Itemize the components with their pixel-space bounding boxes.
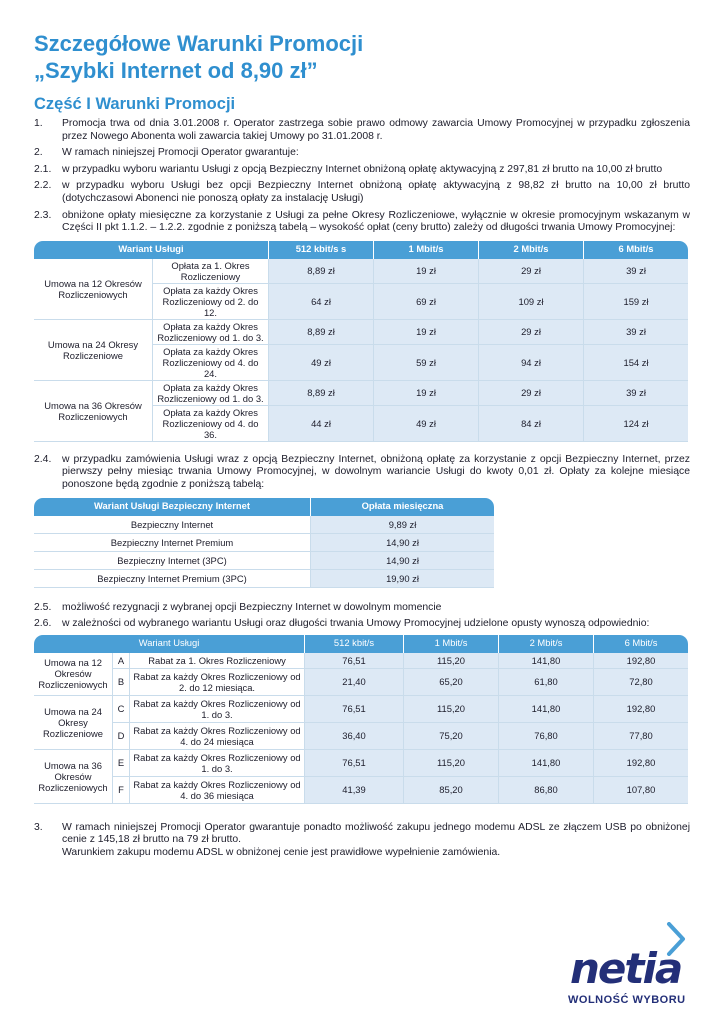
term-2-5 [34, 602, 690, 615]
cell-value: 65,20 [404, 669, 499, 696]
table-row [34, 534, 494, 552]
cell-value: 21,40 [305, 669, 404, 696]
term-2-4 [34, 454, 690, 492]
term-number: 2.1. [34, 163, 52, 175]
row-description: Rabat za każdy Okres Rozliczeniowy od 4. do 24 miesiąca [130, 723, 305, 750]
term-number: 2.5. [34, 601, 52, 613]
term-text: w zależności od wybranego wariantu Usługi oraz długości trwania Umowy Promocyjnej udzielone opusty wynoszą odpowiednio: [62, 618, 650, 630]
table-header: 2 Mbit/s [479, 241, 584, 259]
row-code: A [113, 653, 130, 669]
cell-value: 124 zł [584, 406, 688, 442]
discount-table [34, 635, 688, 804]
term-text: w przypadku zamówienia Usługi wraz z opcją Bezpieczny Internet, obniżoną opłatę za korzystanie z opcji Bezpieczny Internet, przez pierwszy pełny miesiąc trwania Umowy Promocyjnej, w dowolnym wariancie Usługi do kwoty 0,01 zł. Opłaty za kolejne miesiące ponoszone będą zgodnie z poniższą tabelą: [62, 453, 690, 490]
cell-value: 39 zł [584, 381, 688, 406]
table-header: Wariant Usługi [34, 241, 269, 259]
row-code: C [113, 696, 130, 723]
cell-value: 8,89 zł [269, 259, 374, 284]
term-text: w przypadku wyboru Usługi bez opcji Bezpieczny Internet obniżoną opłatę aktywacyjną z 98,82 zł brutto na 10,00 zł brutto (dotychczasowi Abonenci nie ponoszą opłaty za instalację Usługi) [62, 180, 690, 204]
cell-value: 49 zł [269, 345, 374, 381]
cell-value: 9,89 zł [311, 516, 494, 534]
row-description: Opłata za każdy Okres Rozliczeniowy od 4. do 24. [153, 345, 269, 381]
table-row [34, 552, 494, 570]
term-text: możliwość rezygnacji z wybranej opcji Bezpieczny Internet w dowolnym momencie [62, 601, 442, 613]
group-label: Umowa na 12 Okresów Rozliczeniowych [34, 259, 153, 320]
section-title: Część I Warunki Promocji [34, 95, 236, 113]
cell-value: 84 zł [479, 406, 584, 442]
term-text: Promocja trwa od dnia 3.01.2008 r. Operator zastrzega sobie prawo odmowy zawarcia Umowy Promocyjnej w przypadku zgłoszenia przez Nowego Abonenta woli zawarcia takiej Umowy po 31.01.2008 r. [62, 118, 690, 142]
table-header: 6 Mbit/s [584, 241, 688, 259]
row-description: Opłata za każdy Okres Rozliczeniowy od 4. do 36. [153, 406, 269, 442]
cell-value: 61,80 [499, 669, 594, 696]
table-row [34, 259, 688, 284]
cell-value: 86,80 [499, 777, 594, 804]
term-text: w przypadku wyboru wariantu Usługi z opcją Bezpieczny Internet obniżoną opłatę aktywacyjną z 297,81 zł brutto na 10,00 zł brutto [62, 163, 663, 175]
cell-value: 49 zł [374, 406, 479, 442]
cell-value: 19 zł [374, 259, 479, 284]
term-2 [34, 147, 690, 160]
row-description: Opłata za każdy Okres Rozliczeniowy od 2. do 12. [153, 284, 269, 320]
row-description: Bezpieczny Internet Premium (3PC) [34, 570, 311, 588]
term-number: 2.2. [34, 180, 52, 192]
cell-value: 19 zł [374, 320, 479, 345]
group-label: Umowa na 24 Okresy Rozliczeniowe [34, 320, 153, 381]
cell-value: 14,90 zł [311, 552, 494, 570]
cell-value: 115,20 [404, 696, 499, 723]
table-header: 1 Mbit/s [404, 635, 499, 653]
term-text: W ramach niniejszej Promocji Operator gwarantuje ponadto możliwość zakupu jednego modemu ADSL ze złączem USB po obniżonej cenie z 145,18 zł brutto na 79 zł brutto. [62, 821, 690, 846]
term-number: 2.6. [34, 618, 52, 630]
table-header: 2 Mbit/s [499, 635, 594, 653]
cell-value: 69 zł [374, 284, 479, 320]
table-header-row [34, 241, 688, 259]
logo-tagline: WOLNOŚĆ WYBORU [568, 994, 686, 1006]
term-text: W ramach niniejszej Promocji Operator gwarantuje: [62, 147, 299, 159]
term-3-note [34, 847, 690, 860]
group-label: Umowa na 24 Okresy Rozliczeniowe [34, 696, 113, 750]
term-2-2 [34, 180, 690, 205]
cell-value: 39 zł [584, 259, 688, 284]
term-2-1 [34, 164, 690, 177]
term-1 [34, 118, 690, 143]
cell-value: 8,89 zł [269, 381, 374, 406]
row-description: Rabat za każdy Okres Rozliczeniowy od 1. do 3. [130, 750, 305, 777]
cell-value: 44 zł [269, 406, 374, 442]
netia-logo [566, 922, 696, 1012]
table-header: 1 Mbit/s [374, 241, 479, 259]
table-row [34, 381, 688, 406]
cell-value: 141,80 [499, 653, 594, 669]
cell-value: 85,20 [404, 777, 499, 804]
cell-value: 29 zł [479, 320, 584, 345]
table-header: Wariant Usługi Bezpieczny Internet [34, 498, 311, 516]
row-code: F [113, 777, 130, 804]
cell-value: 141,80 [499, 696, 594, 723]
cell-value: 64 zł [269, 284, 374, 320]
table-row [34, 669, 688, 696]
cell-value: 76,80 [499, 723, 594, 750]
table-row [34, 696, 688, 723]
table-header: Wariant Usługi [34, 635, 305, 653]
table-row [34, 653, 688, 669]
table-header: 512 kbit/s [305, 635, 404, 653]
title-line-1: Szczegółowe Warunki Promocji [34, 31, 364, 56]
cell-value: 77,80 [594, 723, 688, 750]
row-description: Rabat za każdy Okres Rozliczeniowy od 1. do 3. [130, 696, 305, 723]
term-number: 2. [34, 147, 43, 159]
cell-value: 75,20 [404, 723, 499, 750]
group-label: Umowa na 36 Okresów Rozliczeniowych [34, 381, 153, 442]
row-code: D [113, 723, 130, 750]
cell-value: 59 zł [374, 345, 479, 381]
row-code: E [113, 750, 130, 777]
cell-value: 29 zł [479, 259, 584, 284]
table-header-row [34, 635, 688, 653]
row-description: Opłata za 1. Okres Rozliczeniowy [153, 259, 269, 284]
table-row [34, 516, 494, 534]
terms-content [34, 118, 690, 864]
group-label: Umowa na 12 Okresów Rozliczeniowych [34, 653, 113, 696]
row-description: Rabat za 1. Okres Rozliczeniowy [130, 653, 305, 669]
cell-value: 19 zł [374, 381, 479, 406]
cell-value: 159 zł [584, 284, 688, 320]
table-header: 512 kbit/s s [269, 241, 374, 259]
cell-value: 141,80 [499, 750, 594, 777]
cell-value: 29 zł [479, 381, 584, 406]
cell-value: 39 zł [584, 320, 688, 345]
cell-value: 76,51 [305, 750, 404, 777]
term-3 [34, 822, 690, 847]
cell-value: 192,80 [594, 696, 688, 723]
row-description: Rabat za każdy Okres Rozliczeniowy od 2. do 12 miesiąca. [130, 669, 305, 696]
cell-value: 115,20 [404, 653, 499, 669]
cell-value: 76,51 [305, 696, 404, 723]
row-code: B [113, 669, 130, 696]
logo-wordmark: netia [570, 944, 682, 993]
term-number: 2.3. [34, 209, 52, 221]
cell-value: 8,89 zł [269, 320, 374, 345]
term-text: obniżone opłaty miesięczne za korzystanie z Usługi za pełne Okresy Rozliczeniowe, wyłącznie w okresie promocyjnym wskazanym w Części II pkt 1.1.2. – 1.2.2. zgodnie z poniższą tabelą – wysokość opłat (ceny brutto) zależy od długości trwania Umowy Promocyjnej: [62, 209, 690, 234]
table-header: 6 Mbit/s [594, 635, 688, 653]
row-description: Opłata za każdy Okres Rozliczeniowy od 1. do 3. [153, 320, 269, 345]
table-header-row [34, 498, 494, 516]
table-row [34, 723, 688, 750]
table-header: Opłata miesięczna [311, 498, 494, 516]
security-option-table [34, 498, 494, 588]
row-description: Rabat za każdy Okres Rozliczeniowy od 4. do 36 miesiąca [130, 777, 305, 804]
row-description: Bezpieczny Internet (3PC) [34, 552, 311, 570]
table-row [34, 750, 688, 777]
cell-value: 107,80 [594, 777, 688, 804]
cell-value: 154 zł [584, 345, 688, 381]
title-line-2: „Szybki Internet od 8,90 zł” [34, 58, 318, 83]
term-text: Warunkiem zakupu modemu ADSL w obniżonej cenie jest prawidłowe wypełnienie zamówienia. [62, 846, 501, 858]
term-number: 3. [34, 821, 43, 833]
cell-value: 192,80 [594, 653, 688, 669]
monthly-fees-table [34, 241, 688, 442]
cell-value: 36,40 [305, 723, 404, 750]
term-number-spacer [34, 847, 62, 860]
cell-value: 41,39 [305, 777, 404, 804]
term-number: 1. [34, 118, 43, 129]
cell-value: 19,90 zł [311, 570, 494, 588]
cell-value: 115,20 [404, 750, 499, 777]
cell-value: 94 zł [479, 345, 584, 381]
row-description: Bezpieczny Internet Premium [34, 534, 311, 552]
row-description: Bezpieczny Internet [34, 516, 311, 534]
cell-value: 76,51 [305, 653, 404, 669]
cell-value: 192,80 [594, 750, 688, 777]
table-row [34, 777, 688, 804]
document-title [34, 30, 363, 84]
table-row [34, 320, 688, 345]
cell-value: 109 zł [479, 284, 584, 320]
row-description: Opłata za każdy Okres Rozliczeniowy od 1. do 3. [153, 381, 269, 406]
term-2-6 [34, 618, 690, 631]
term-2-3 [34, 210, 690, 235]
table-row [34, 570, 494, 588]
group-label: Umowa na 36 Okresów Rozliczeniowych [34, 750, 113, 804]
term-number: 2.4. [34, 453, 52, 465]
cell-value: 14,90 zł [311, 534, 494, 552]
cell-value: 72,80 [594, 669, 688, 696]
